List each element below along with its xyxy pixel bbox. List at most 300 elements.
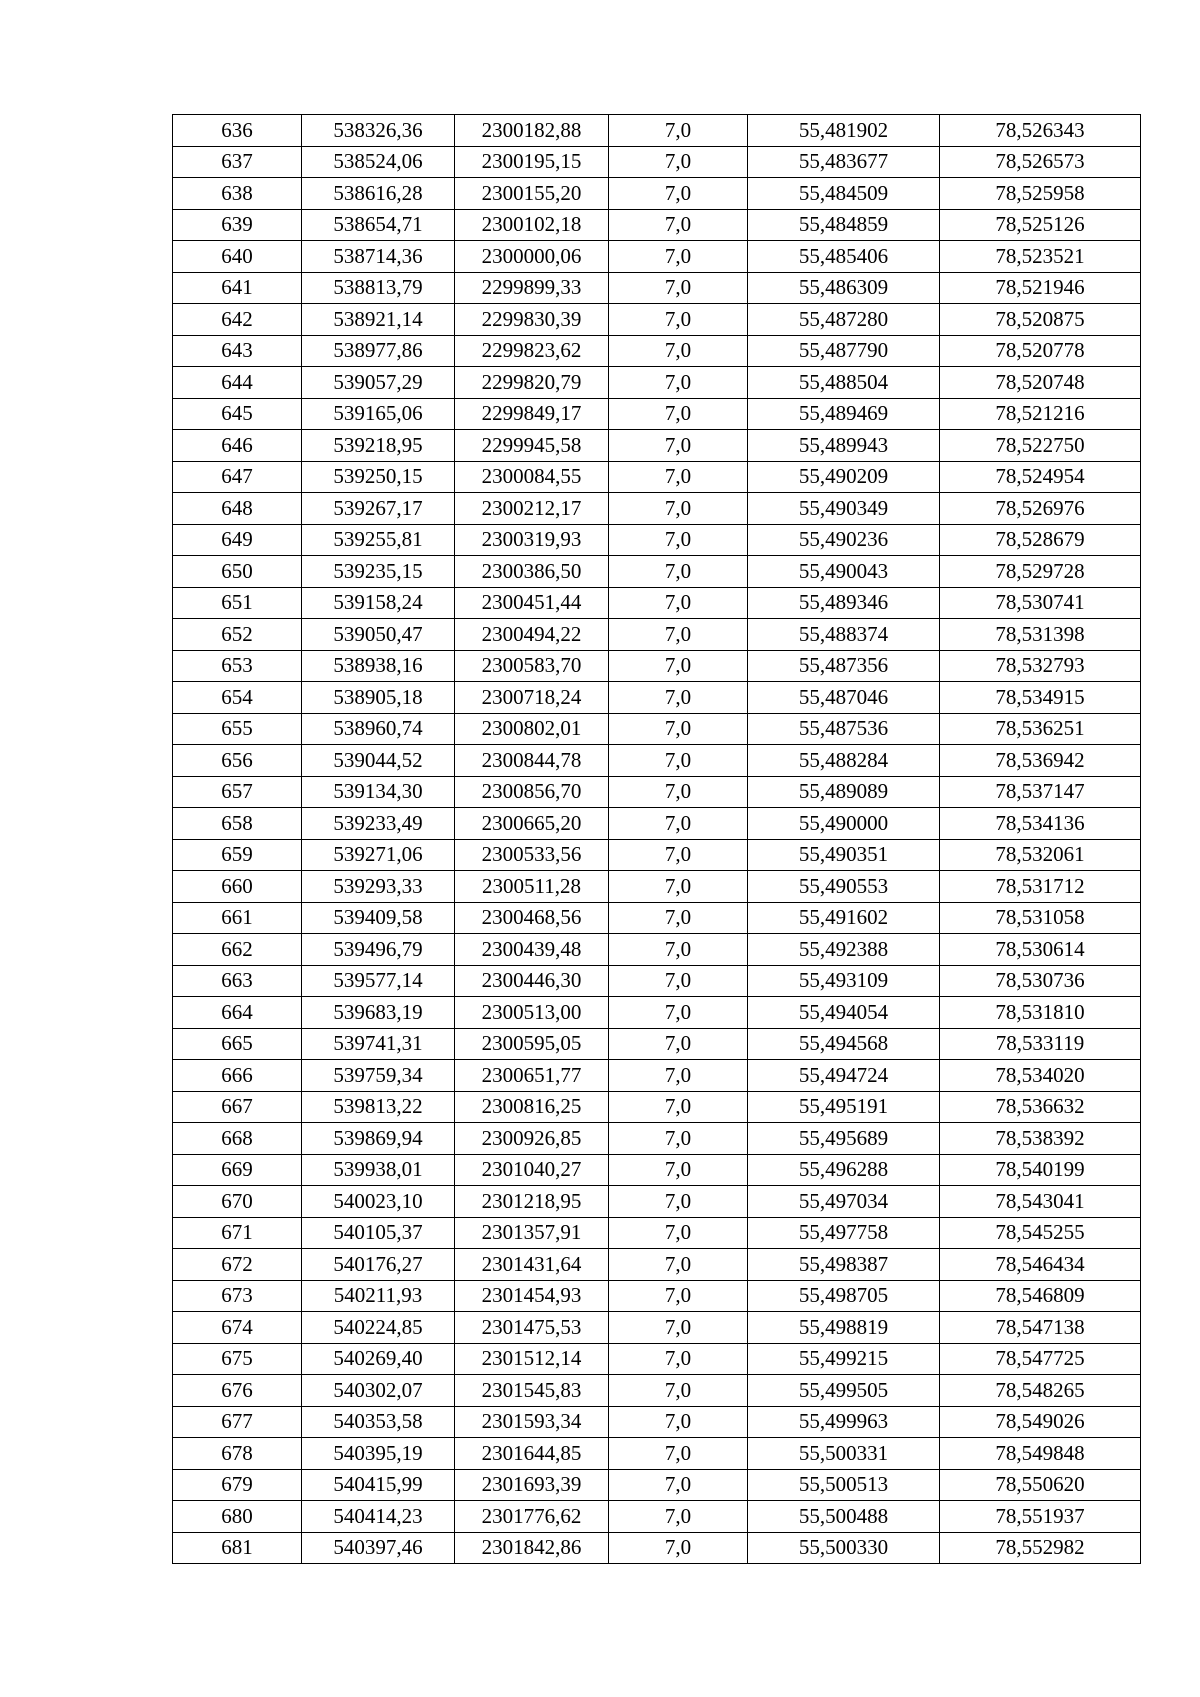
table-row	[173, 1091, 1141, 1123]
cell-point-number: 638	[173, 178, 302, 210]
cell-point-number: 652	[173, 619, 302, 651]
cell-point-number: 648	[173, 493, 302, 525]
cell-accuracy: 7,0	[609, 493, 748, 525]
table-row	[173, 1501, 1141, 1533]
cell-longitude: 78,528679	[940, 524, 1141, 556]
cell-latitude: 55,488504	[748, 367, 940, 399]
cell-x-coordinate: 539683,19	[302, 997, 455, 1029]
cell-x-coordinate: 538813,79	[302, 272, 455, 304]
cell-longitude: 78,536632	[940, 1091, 1141, 1123]
cell-y-coordinate: 2300386,50	[455, 556, 609, 588]
cell-x-coordinate: 539741,31	[302, 1028, 455, 1060]
cell-point-number: 653	[173, 650, 302, 682]
cell-accuracy: 7,0	[609, 1060, 748, 1092]
cell-longitude: 78,520748	[940, 367, 1141, 399]
table-row	[173, 209, 1141, 241]
cell-longitude: 78,545255	[940, 1217, 1141, 1249]
cell-point-number: 680	[173, 1501, 302, 1533]
table-row	[173, 461, 1141, 493]
cell-y-coordinate: 2300533,56	[455, 839, 609, 871]
cell-point-number: 659	[173, 839, 302, 871]
cell-latitude: 55,488284	[748, 745, 940, 777]
cell-accuracy: 7,0	[609, 335, 748, 367]
cell-longitude: 78,546809	[940, 1280, 1141, 1312]
cell-y-coordinate: 2300513,00	[455, 997, 609, 1029]
cell-latitude: 55,489346	[748, 587, 940, 619]
cell-x-coordinate: 539409,58	[302, 902, 455, 934]
cell-point-number: 642	[173, 304, 302, 336]
cell-accuracy: 7,0	[609, 241, 748, 273]
cell-point-number: 663	[173, 965, 302, 997]
cell-latitude: 55,497758	[748, 1217, 940, 1249]
table-row	[173, 871, 1141, 903]
cell-x-coordinate: 540176,27	[302, 1249, 455, 1281]
cell-longitude: 78,551937	[940, 1501, 1141, 1533]
cell-y-coordinate: 2300195,15	[455, 146, 609, 178]
cell-latitude: 55,487046	[748, 682, 940, 714]
cell-accuracy: 7,0	[609, 1217, 748, 1249]
cell-accuracy: 7,0	[609, 934, 748, 966]
cell-x-coordinate: 539134,30	[302, 776, 455, 808]
cell-y-coordinate: 2299899,33	[455, 272, 609, 304]
cell-x-coordinate: 540023,10	[302, 1186, 455, 1218]
cell-longitude: 78,520875	[940, 304, 1141, 336]
cell-accuracy: 7,0	[609, 1343, 748, 1375]
cell-accuracy: 7,0	[609, 1375, 748, 1407]
cell-longitude: 78,530741	[940, 587, 1141, 619]
cell-longitude: 78,532061	[940, 839, 1141, 871]
cell-x-coordinate: 539759,34	[302, 1060, 455, 1092]
cell-y-coordinate: 2300595,05	[455, 1028, 609, 1060]
cell-y-coordinate: 2300844,78	[455, 745, 609, 777]
cell-longitude: 78,549848	[940, 1438, 1141, 1470]
cell-point-number: 661	[173, 902, 302, 934]
cell-y-coordinate: 2301040,27	[455, 1154, 609, 1186]
cell-accuracy: 7,0	[609, 1532, 748, 1564]
cell-y-coordinate: 2299820,79	[455, 367, 609, 399]
cell-point-number: 662	[173, 934, 302, 966]
cell-latitude: 55,484509	[748, 178, 940, 210]
cell-accuracy: 7,0	[609, 430, 748, 462]
cell-accuracy: 7,0	[609, 146, 748, 178]
cell-accuracy: 7,0	[609, 1501, 748, 1533]
cell-latitude: 55,496288	[748, 1154, 940, 1186]
cell-point-number: 657	[173, 776, 302, 808]
cell-point-number: 664	[173, 997, 302, 1029]
table-row	[173, 146, 1141, 178]
cell-accuracy: 7,0	[609, 1280, 748, 1312]
table-row	[173, 335, 1141, 367]
table-row	[173, 808, 1141, 840]
table-row	[173, 1469, 1141, 1501]
cell-accuracy: 7,0	[609, 1028, 748, 1060]
cell-accuracy: 7,0	[609, 808, 748, 840]
table-row	[173, 1154, 1141, 1186]
cell-y-coordinate: 2300511,28	[455, 871, 609, 903]
cell-accuracy: 7,0	[609, 1438, 748, 1470]
cell-accuracy: 7,0	[609, 1312, 748, 1344]
cell-longitude: 78,552982	[940, 1532, 1141, 1564]
cell-accuracy: 7,0	[609, 1406, 748, 1438]
cell-longitude: 78,525126	[940, 209, 1141, 241]
cell-latitude: 55,494724	[748, 1060, 940, 1092]
cell-latitude: 55,490553	[748, 871, 940, 903]
cell-y-coordinate: 2299945,58	[455, 430, 609, 462]
cell-latitude: 55,494054	[748, 997, 940, 1029]
cell-x-coordinate: 538960,74	[302, 713, 455, 745]
cell-y-coordinate: 2300816,25	[455, 1091, 609, 1123]
cell-accuracy: 7,0	[609, 650, 748, 682]
cell-longitude: 78,547138	[940, 1312, 1141, 1344]
cell-latitude: 55,495689	[748, 1123, 940, 1155]
cell-accuracy: 7,0	[609, 367, 748, 399]
cell-y-coordinate: 2300802,01	[455, 713, 609, 745]
cell-latitude: 55,489469	[748, 398, 940, 430]
table-row	[173, 839, 1141, 871]
cell-point-number: 677	[173, 1406, 302, 1438]
cell-point-number: 640	[173, 241, 302, 273]
cell-point-number: 667	[173, 1091, 302, 1123]
cell-y-coordinate: 2300319,93	[455, 524, 609, 556]
cell-y-coordinate: 2300718,24	[455, 682, 609, 714]
table-row	[173, 1532, 1141, 1564]
cell-y-coordinate: 2301842,86	[455, 1532, 609, 1564]
cell-point-number: 637	[173, 146, 302, 178]
cell-point-number: 647	[173, 461, 302, 493]
cell-latitude: 55,490236	[748, 524, 940, 556]
cell-x-coordinate: 539235,15	[302, 556, 455, 588]
cell-x-coordinate: 539218,95	[302, 430, 455, 462]
cell-latitude: 55,500513	[748, 1469, 940, 1501]
cell-y-coordinate: 2300926,85	[455, 1123, 609, 1155]
cell-x-coordinate: 538524,06	[302, 146, 455, 178]
table-row	[173, 713, 1141, 745]
table-row	[173, 745, 1141, 777]
cell-x-coordinate: 540353,58	[302, 1406, 455, 1438]
cell-latitude: 55,499963	[748, 1406, 940, 1438]
cell-x-coordinate: 539577,14	[302, 965, 455, 997]
cell-latitude: 55,493109	[748, 965, 940, 997]
cell-y-coordinate: 2301644,85	[455, 1438, 609, 1470]
cell-point-number: 678	[173, 1438, 302, 1470]
table-row	[173, 178, 1141, 210]
cell-latitude: 55,492388	[748, 934, 940, 966]
cell-latitude: 55,490000	[748, 808, 940, 840]
cell-y-coordinate: 2300182,88	[455, 115, 609, 147]
table-row	[173, 115, 1141, 147]
cell-longitude: 78,531712	[940, 871, 1141, 903]
table-row	[173, 965, 1141, 997]
cell-point-number: 672	[173, 1249, 302, 1281]
cell-x-coordinate: 540269,40	[302, 1343, 455, 1375]
cell-accuracy: 7,0	[609, 1091, 748, 1123]
cell-latitude: 55,487280	[748, 304, 940, 336]
cell-point-number: 679	[173, 1469, 302, 1501]
cell-y-coordinate: 2301593,34	[455, 1406, 609, 1438]
cell-latitude: 55,484859	[748, 209, 940, 241]
cell-latitude: 55,498819	[748, 1312, 940, 1344]
cell-y-coordinate: 2301545,83	[455, 1375, 609, 1407]
cell-accuracy: 7,0	[609, 115, 748, 147]
cell-longitude: 78,521946	[940, 272, 1141, 304]
cell-point-number: 666	[173, 1060, 302, 1092]
cell-latitude: 55,498705	[748, 1280, 940, 1312]
cell-y-coordinate: 2300451,44	[455, 587, 609, 619]
table-row	[173, 556, 1141, 588]
cell-latitude: 55,481902	[748, 115, 940, 147]
cell-latitude: 55,490209	[748, 461, 940, 493]
table-row	[173, 1343, 1141, 1375]
table-row	[173, 1438, 1141, 1470]
cell-longitude: 78,526573	[940, 146, 1141, 178]
cell-longitude: 78,536251	[940, 713, 1141, 745]
cell-accuracy: 7,0	[609, 524, 748, 556]
cell-longitude: 78,531398	[940, 619, 1141, 651]
cell-y-coordinate: 2300212,17	[455, 493, 609, 525]
cell-x-coordinate: 539267,17	[302, 493, 455, 525]
cell-longitude: 78,530736	[940, 965, 1141, 997]
cell-y-coordinate: 2300439,48	[455, 934, 609, 966]
cell-longitude: 78,530614	[940, 934, 1141, 966]
cell-x-coordinate: 538654,71	[302, 209, 455, 241]
cell-accuracy: 7,0	[609, 902, 748, 934]
cell-x-coordinate: 539165,06	[302, 398, 455, 430]
cell-y-coordinate: 2301454,93	[455, 1280, 609, 1312]
cell-longitude: 78,534136	[940, 808, 1141, 840]
table-row	[173, 682, 1141, 714]
cell-accuracy: 7,0	[609, 398, 748, 430]
table-row	[173, 1028, 1141, 1060]
cell-x-coordinate: 539255,81	[302, 524, 455, 556]
cell-x-coordinate: 539050,47	[302, 619, 455, 651]
cell-y-coordinate: 2300494,22	[455, 619, 609, 651]
cell-longitude: 78,550620	[940, 1469, 1141, 1501]
cell-latitude: 55,500330	[748, 1532, 940, 1564]
cell-y-coordinate: 2299849,17	[455, 398, 609, 430]
cell-longitude: 78,537147	[940, 776, 1141, 808]
cell-y-coordinate: 2300665,20	[455, 808, 609, 840]
cell-latitude: 55,489089	[748, 776, 940, 808]
cell-x-coordinate: 539057,29	[302, 367, 455, 399]
cell-latitude: 55,488374	[748, 619, 940, 651]
cell-longitude: 78,531058	[940, 902, 1141, 934]
cell-point-number: 641	[173, 272, 302, 304]
cell-x-coordinate: 539813,22	[302, 1091, 455, 1123]
cell-y-coordinate: 2300651,77	[455, 1060, 609, 1092]
cell-longitude: 78,548265	[940, 1375, 1141, 1407]
cell-point-number: 645	[173, 398, 302, 430]
cell-y-coordinate: 2301357,91	[455, 1217, 609, 1249]
cell-x-coordinate: 540395,19	[302, 1438, 455, 1470]
cell-latitude: 55,494568	[748, 1028, 940, 1060]
cell-y-coordinate: 2300583,70	[455, 650, 609, 682]
cell-latitude: 55,499505	[748, 1375, 940, 1407]
cell-longitude: 78,540199	[940, 1154, 1141, 1186]
cell-x-coordinate: 540105,37	[302, 1217, 455, 1249]
cell-longitude: 78,523521	[940, 241, 1141, 273]
table-row	[173, 1123, 1141, 1155]
table-row	[173, 241, 1141, 273]
cell-accuracy: 7,0	[609, 556, 748, 588]
cell-point-number: 668	[173, 1123, 302, 1155]
cell-point-number: 670	[173, 1186, 302, 1218]
table-row	[173, 587, 1141, 619]
cell-accuracy: 7,0	[609, 713, 748, 745]
cell-latitude: 55,487356	[748, 650, 940, 682]
cell-y-coordinate: 2301512,14	[455, 1343, 609, 1375]
cell-y-coordinate: 2299823,62	[455, 335, 609, 367]
table-row	[173, 934, 1141, 966]
cell-longitude: 78,526976	[940, 493, 1141, 525]
table-row	[173, 398, 1141, 430]
cell-y-coordinate: 2301475,53	[455, 1312, 609, 1344]
cell-accuracy: 7,0	[609, 272, 748, 304]
cell-x-coordinate: 540302,07	[302, 1375, 455, 1407]
cell-point-number: 651	[173, 587, 302, 619]
cell-longitude: 78,543041	[940, 1186, 1141, 1218]
cell-latitude: 55,487790	[748, 335, 940, 367]
cell-longitude: 78,522750	[940, 430, 1141, 462]
cell-latitude: 55,487536	[748, 713, 940, 745]
cell-accuracy: 7,0	[609, 1154, 748, 1186]
cell-longitude: 78,524954	[940, 461, 1141, 493]
cell-accuracy: 7,0	[609, 871, 748, 903]
cell-latitude: 55,497034	[748, 1186, 940, 1218]
table-row	[173, 524, 1141, 556]
table-row	[173, 493, 1141, 525]
cell-accuracy: 7,0	[609, 178, 748, 210]
cell-y-coordinate: 2300446,30	[455, 965, 609, 997]
cell-accuracy: 7,0	[609, 1123, 748, 1155]
cell-x-coordinate: 538905,18	[302, 682, 455, 714]
cell-x-coordinate: 538326,36	[302, 115, 455, 147]
table-row	[173, 1060, 1141, 1092]
cell-latitude: 55,486309	[748, 272, 940, 304]
cell-x-coordinate: 538714,36	[302, 241, 455, 273]
cell-x-coordinate: 540414,23	[302, 1501, 455, 1533]
cell-point-number: 671	[173, 1217, 302, 1249]
table-row	[173, 1312, 1141, 1344]
table-row	[173, 1375, 1141, 1407]
cell-point-number: 669	[173, 1154, 302, 1186]
cell-longitude: 78,525958	[940, 178, 1141, 210]
cell-y-coordinate: 2300000,06	[455, 241, 609, 273]
table-row	[173, 1406, 1141, 1438]
cell-y-coordinate: 2301218,95	[455, 1186, 609, 1218]
table-row	[173, 272, 1141, 304]
cell-point-number: 636	[173, 115, 302, 147]
table-row	[173, 1249, 1141, 1281]
table-row	[173, 619, 1141, 651]
cell-longitude: 78,546434	[940, 1249, 1141, 1281]
table-row	[173, 1280, 1141, 1312]
cell-y-coordinate: 2301776,62	[455, 1501, 609, 1533]
cell-longitude: 78,529728	[940, 556, 1141, 588]
table-row	[173, 902, 1141, 934]
cell-y-coordinate: 2300468,56	[455, 902, 609, 934]
cell-latitude: 55,490351	[748, 839, 940, 871]
cell-longitude: 78,534020	[940, 1060, 1141, 1092]
cell-latitude: 55,483677	[748, 146, 940, 178]
cell-point-number: 654	[173, 682, 302, 714]
cell-y-coordinate: 2300084,55	[455, 461, 609, 493]
table-row	[173, 776, 1141, 808]
cell-latitude: 55,495191	[748, 1091, 940, 1123]
cell-longitude: 78,526343	[940, 115, 1141, 147]
cell-longitude: 78,536942	[940, 745, 1141, 777]
cell-point-number: 646	[173, 430, 302, 462]
cell-x-coordinate: 539044,52	[302, 745, 455, 777]
cell-x-coordinate: 538921,14	[302, 304, 455, 336]
cell-y-coordinate: 2301693,39	[455, 1469, 609, 1501]
table-row	[173, 367, 1141, 399]
cell-accuracy: 7,0	[609, 682, 748, 714]
cell-point-number: 660	[173, 871, 302, 903]
cell-point-number: 665	[173, 1028, 302, 1060]
cell-point-number: 656	[173, 745, 302, 777]
cell-latitude: 55,498387	[748, 1249, 940, 1281]
cell-longitude: 78,521216	[940, 398, 1141, 430]
cell-accuracy: 7,0	[609, 839, 748, 871]
cell-longitude: 78,532793	[940, 650, 1141, 682]
cell-x-coordinate: 539496,79	[302, 934, 455, 966]
cell-x-coordinate: 538938,16	[302, 650, 455, 682]
cell-accuracy: 7,0	[609, 1249, 748, 1281]
cell-longitude: 78,538392	[940, 1123, 1141, 1155]
cell-y-coordinate: 2300102,18	[455, 209, 609, 241]
cell-accuracy: 7,0	[609, 776, 748, 808]
cell-latitude: 55,490349	[748, 493, 940, 525]
coordinates-table-body	[173, 115, 1141, 1564]
cell-x-coordinate: 539250,15	[302, 461, 455, 493]
cell-point-number: 673	[173, 1280, 302, 1312]
cell-accuracy: 7,0	[609, 1186, 748, 1218]
cell-longitude: 78,531810	[940, 997, 1141, 1029]
cell-x-coordinate: 539293,33	[302, 871, 455, 903]
cell-longitude: 78,520778	[940, 335, 1141, 367]
table-row	[173, 304, 1141, 336]
cell-y-coordinate: 2300856,70	[455, 776, 609, 808]
cell-accuracy: 7,0	[609, 209, 748, 241]
cell-accuracy: 7,0	[609, 745, 748, 777]
cell-x-coordinate: 539233,49	[302, 808, 455, 840]
cell-point-number: 676	[173, 1375, 302, 1407]
cell-x-coordinate: 540224,85	[302, 1312, 455, 1344]
cell-x-coordinate: 540211,93	[302, 1280, 455, 1312]
cell-point-number: 643	[173, 335, 302, 367]
cell-x-coordinate: 538977,86	[302, 335, 455, 367]
cell-x-coordinate: 540397,46	[302, 1532, 455, 1564]
cell-point-number: 658	[173, 808, 302, 840]
cell-longitude: 78,534915	[940, 682, 1141, 714]
cell-latitude: 55,500488	[748, 1501, 940, 1533]
cell-accuracy: 7,0	[609, 965, 748, 997]
cell-longitude: 78,549026	[940, 1406, 1141, 1438]
cell-latitude: 55,499215	[748, 1343, 940, 1375]
cell-point-number: 675	[173, 1343, 302, 1375]
cell-longitude: 78,547725	[940, 1343, 1141, 1375]
cell-point-number: 649	[173, 524, 302, 556]
cell-point-number: 650	[173, 556, 302, 588]
cell-y-coordinate: 2301431,64	[455, 1249, 609, 1281]
cell-x-coordinate: 539869,94	[302, 1123, 455, 1155]
table-row	[173, 1186, 1141, 1218]
cell-accuracy: 7,0	[609, 997, 748, 1029]
cell-accuracy: 7,0	[609, 461, 748, 493]
coordinates-table	[172, 114, 1141, 1564]
cell-latitude: 55,489943	[748, 430, 940, 462]
cell-latitude: 55,491602	[748, 902, 940, 934]
